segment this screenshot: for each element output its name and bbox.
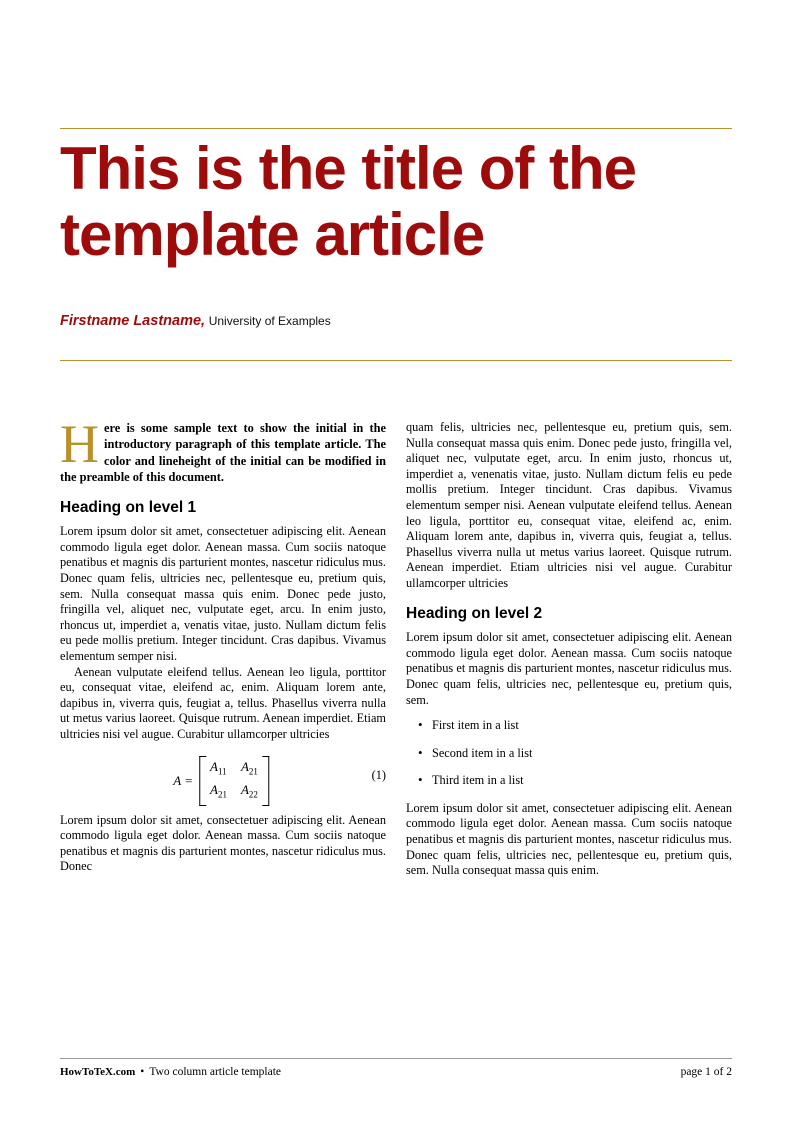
body-columns xyxy=(60,414,732,1020)
paragraph-right-1: quam felis, ultricies nec, pellentesque eu, pretium quis, sem. Nulla consequat massa quis enim. Donec pede justo, fringilla vel, aliquet nec, vulputate eget, arcu. In enim justo, rhoncus ut, imperdiet a, venenatis vitae, justo. Nullam dictum felis eu pede mollis pretium. Integer tincidunt. Cras dapibus. Vivamus elementum semper nisi. Aenean vulputate eleifend tellus. Aenean leo ligula, porttitor eu, consequat vitae, eleifend ac, enim. Aliquam lorem ante, dapibus in, viverra quis, feugiat a, tellus. Phasellus viverra nulla ut metus varius laoreet. Quisque rutrum. Aenean imperdiet. Etiam ultricies nisi vel augue. Curabitur ullamcorper ultricies xyxy=(406,420,732,590)
intro-paragraph xyxy=(60,414,386,486)
paragraph-right-3: Lorem ipsum dolor sit amet, consectetuer adipiscing elit. Aenean commodo ligula eget dolor. Aenean massa. Cum sociis natoque penatibus et magnis dis parturient montes, nascetur ridiculus mus. Donec quam felis, ultricies nec, pellentesque eu, pretium quis, sem. Nulla consequat massa quis enim. xyxy=(406,800,732,878)
list-item: • Third item in a list xyxy=(432,773,732,789)
column-right xyxy=(406,420,732,879)
footer-page-number: page 1 of 2 xyxy=(680,1066,732,1078)
heading-level-1: Heading on level 1 xyxy=(60,498,197,516)
page-title: This is the title of the template article xyxy=(60,135,637,268)
matrix xyxy=(199,756,269,806)
matrix-cell: $A_{21}$ xyxy=(240,758,258,777)
heading-level-2: Heading on level 2 xyxy=(406,604,543,622)
equation-lhs: A = xyxy=(173,772,194,788)
matrix-cell: $A_{11}$ xyxy=(210,758,227,777)
bracket-right-icon xyxy=(262,756,269,806)
title-top-rule xyxy=(60,128,732,129)
column-left xyxy=(60,414,386,875)
bracket-left-icon xyxy=(199,756,206,806)
list-item: • Second item in a list xyxy=(432,746,732,762)
equation-number: (1) xyxy=(371,767,386,782)
author-name: Firstname Lastname, xyxy=(60,313,206,329)
list-item: • First item in a list xyxy=(432,718,732,734)
footer-left xyxy=(60,1066,281,1078)
paragraph-left-2: Aenean vulputate eleifend tellus. Aenean leo ligula, porttitor eu, consequat vitae, eleifend ac, enim. Aliquam lorem ante, dapibus in, viverra quis, feugiat a, tellus. Phasellus viverra nulla ut metus varius laoreet. Quisque rutrum. Aenean imperdiet. Etiam ultricies nisi vel augue. Curabitur ullamcorper ultricies xyxy=(60,664,386,741)
matrix-grid xyxy=(206,756,262,806)
author-line xyxy=(60,313,732,329)
drop-cap: H xyxy=(60,414,99,474)
intro-text: ere is some sample text to show the initial in the introductory paragraph of this template article. The color and lineheight of the initial can be modified in the preamble of this document. xyxy=(60,421,386,485)
paragraph-left-1: Lorem ipsum dolor sit amet, consectetuer adipiscing elit. Aenean commodo ligula eget dolor. Aenean massa. Cum sociis natoque penatibus et magnis dis parturient montes, nascetur ridiculus mus. Donec quam felis, ultricies nec, pellentesque eu, pretium quis, sem. Nulla consequat massa quis enim. Donec pede justo, fringilla vel, aliquet nec, vulputate eget, arcu. In enim justo, rhoncus ut, imperdiet a, venatis vitae, justo. Nullam dictum felis eu pede mollis pretium. Integer tincidunt. Cras dapibus. Vivamus elementum semper nisi. xyxy=(60,524,386,663)
footer-separator: • xyxy=(140,1066,145,1078)
footer-rule xyxy=(60,1058,732,1059)
bullet-list xyxy=(406,718,732,789)
paragraph-left-3: Lorem ipsum dolor sit amet, consectetuer adipiscing elit. Aenean commodo ligula eget dolor. Aenean massa. Cum sociis natoque penatibus et magnis dis parturient montes, nascetur ridiculus mus. Donec xyxy=(60,812,386,874)
equation-block xyxy=(60,756,386,800)
footer-description: Two column article template xyxy=(149,1066,282,1078)
equation-body xyxy=(173,756,269,806)
footer-brand: HowToTeX.com xyxy=(60,1066,136,1078)
paragraph-right-2: Lorem ipsum dolor sit amet, consectetuer adipiscing elit. Aenean commodo ligula eget dolor. Aenean massa. Cum sociis natoque penatibus et magnis dis parturient montes, nascetur ridiculus mus. Donec quam felis, ultricies nec, pellentesque eu, pretium quis, sem. xyxy=(406,630,732,707)
title-bottom-rule xyxy=(60,360,732,361)
matrix-cell: $A_{21}$ xyxy=(210,781,227,800)
author-affiliation: University of Examples xyxy=(208,314,331,328)
matrix-cell: $A_{22}$ xyxy=(240,781,258,800)
